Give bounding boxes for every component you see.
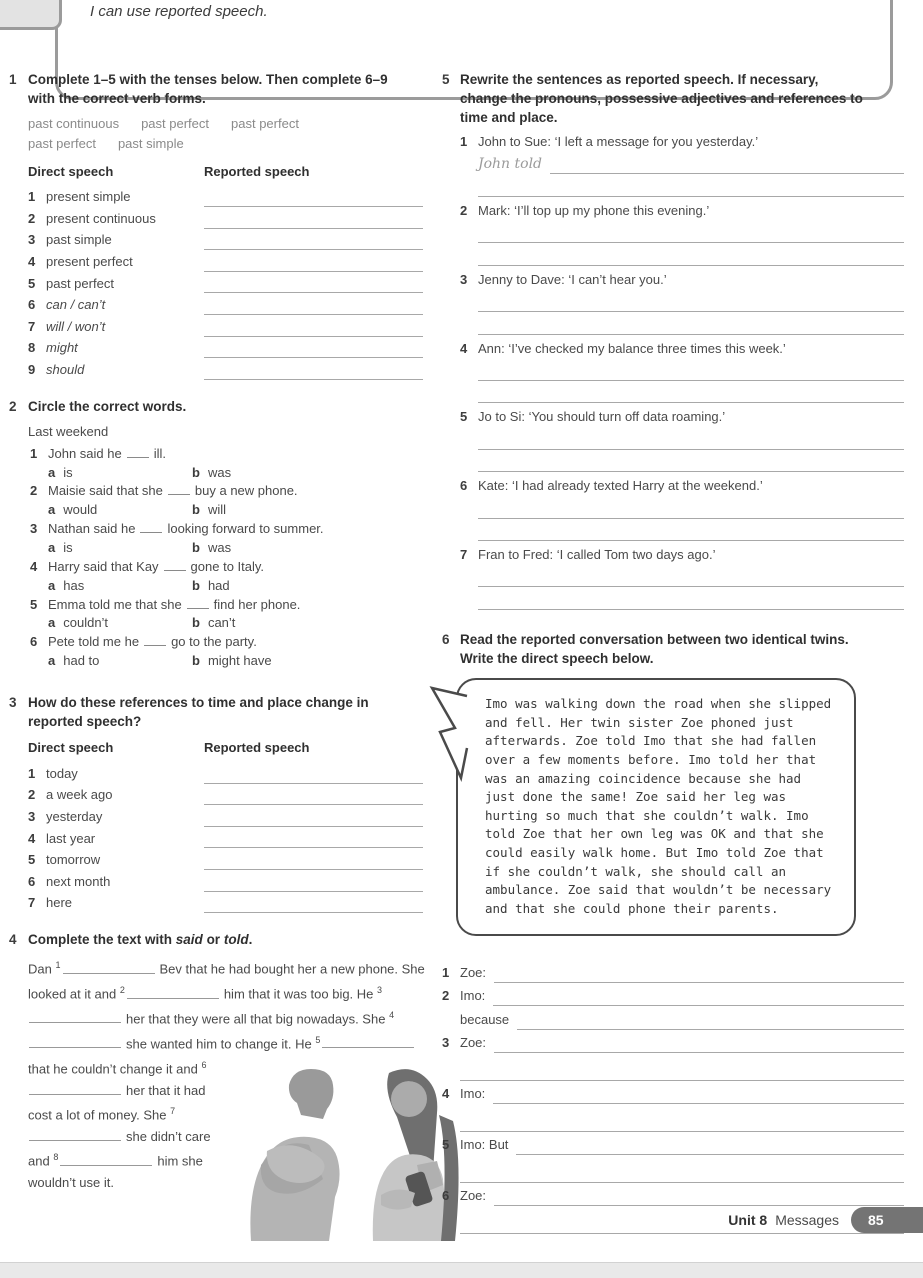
speaker-label: Zoe: xyxy=(460,965,487,981)
exercise-6 xyxy=(442,630,904,1234)
row-number: 6 xyxy=(28,297,36,313)
answer-blank[interactable] xyxy=(60,1152,152,1166)
item-number: 2 xyxy=(30,483,38,499)
table-header xyxy=(28,163,423,182)
direct-speech-header: Direct speech xyxy=(28,740,114,756)
answer-row-continued xyxy=(460,1007,904,1030)
row-number: 7 xyxy=(28,895,36,911)
speaker-label: Imo: xyxy=(460,1086,486,1102)
exercise-1-title: Complete 1–5 with the tenses below. Then complete 6–9 with the correct verb forms. xyxy=(28,72,388,107)
prompt-text: Ann: ‘I’ve checked my balance three times this week.’ xyxy=(478,340,786,356)
answer-blank[interactable] xyxy=(144,633,166,646)
item-number: 6 xyxy=(460,478,468,494)
row-number: 7 xyxy=(28,318,36,334)
speech-bubble xyxy=(456,678,856,936)
table-row xyxy=(28,762,423,784)
answer-line[interactable] xyxy=(493,989,904,1006)
item-number: 6 xyxy=(30,634,38,650)
table-row xyxy=(28,207,423,229)
answer-line[interactable] xyxy=(204,255,423,272)
time-place-table xyxy=(28,739,441,913)
blank-number: 4 xyxy=(389,1010,395,1021)
table-row xyxy=(28,827,423,849)
option-a[interactable]: a couldn’t xyxy=(48,615,109,631)
answer-line[interactable] xyxy=(204,341,423,358)
item-number: 2 xyxy=(460,202,468,218)
row-number: 1 xyxy=(28,765,36,781)
answer-line[interactable] xyxy=(478,381,904,404)
table-row xyxy=(28,315,423,337)
row-label: past perfect xyxy=(46,275,114,291)
answer-line[interactable] xyxy=(478,450,904,473)
row-label: yesterday xyxy=(46,809,103,824)
item-number: 1 xyxy=(442,965,450,981)
answer-line[interactable] xyxy=(204,212,423,229)
row-number: 6 xyxy=(28,873,36,889)
answer-line[interactable] xyxy=(478,290,904,313)
answer-row-continued xyxy=(460,1109,904,1132)
row-number: 3 xyxy=(28,232,36,248)
row-label: today xyxy=(46,765,78,781)
table-row xyxy=(28,892,423,914)
row-number: 5 xyxy=(28,852,36,868)
answer-line[interactable] xyxy=(204,767,423,784)
page-edge-strip xyxy=(0,1262,923,1278)
word-bank-item: past perfect xyxy=(141,116,210,132)
answer-row xyxy=(442,1081,904,1104)
answer-blank[interactable] xyxy=(63,960,155,974)
option-a[interactable]: a has xyxy=(48,577,85,593)
answer-blank[interactable] xyxy=(29,1127,121,1141)
row-label: tomorrow xyxy=(46,852,101,868)
exercise-number: 5 xyxy=(442,72,450,87)
answer-blank[interactable] xyxy=(29,1081,121,1095)
answer-line[interactable] xyxy=(494,966,904,983)
row-number: 1 xyxy=(28,189,36,205)
unit-title: Messages xyxy=(775,1211,839,1228)
table-row xyxy=(28,870,423,892)
item-number: 5 xyxy=(30,596,38,612)
answer-line[interactable] xyxy=(204,233,423,250)
answer-line[interactable] xyxy=(204,363,423,380)
table-row xyxy=(28,784,423,806)
answer-blank[interactable] xyxy=(140,520,162,533)
row-label: can / can’t xyxy=(46,297,106,313)
page-number-badge: 85 xyxy=(851,1207,923,1233)
answer-row xyxy=(442,1030,904,1053)
row-label: present perfect xyxy=(46,253,133,269)
blank-number: 3 xyxy=(377,985,383,996)
answer-blank[interactable] xyxy=(29,1009,121,1023)
handwritten-starter: John told xyxy=(478,156,543,173)
row-number: 2 xyxy=(28,210,36,226)
answer-blank[interactable] xyxy=(164,558,186,571)
option-b[interactable]: b can’t xyxy=(192,615,236,631)
answer-row-continued xyxy=(460,1058,904,1081)
row-number: 4 xyxy=(28,830,36,846)
direct-speech-header: Direct speech xyxy=(28,163,114,179)
rewrite-item xyxy=(460,271,904,335)
exercise-4-title: Complete the text with said or told. xyxy=(28,932,253,948)
answer-blank[interactable] xyxy=(187,596,209,609)
item-number: 2 xyxy=(442,988,450,1004)
answer-line[interactable] xyxy=(493,1087,904,1104)
answer-line[interactable] xyxy=(204,788,423,805)
speaker-label: Imo: But xyxy=(460,1137,509,1153)
answer-blank[interactable] xyxy=(127,985,219,999)
exercise-2-title: Circle the correct words. xyxy=(28,398,187,414)
answer-line[interactable] xyxy=(478,221,904,244)
question-text: Nathan said he looking forward to summer. xyxy=(48,521,324,537)
answer-line[interactable] xyxy=(478,587,904,610)
rewrite-item xyxy=(460,546,904,610)
row-label: present continuous xyxy=(46,210,156,226)
answer-line[interactable] xyxy=(478,496,904,519)
exercise-number: 1 xyxy=(9,72,17,87)
rewrite-item xyxy=(460,408,904,472)
word-bank-item: past continuous xyxy=(28,116,120,132)
answer-line[interactable] xyxy=(478,312,904,335)
question-text: Emma told me that she find her phone. xyxy=(48,596,301,612)
can-do-tab xyxy=(0,0,62,30)
exercise-number: 6 xyxy=(442,631,450,647)
answer-line[interactable] xyxy=(478,243,904,266)
exercise-5-title: Rewrite the sentences as reported speech. If necessary, change the pronouns, possessive adjectives and references to time and place. xyxy=(460,72,863,126)
answer-line[interactable] xyxy=(478,519,904,542)
table-row xyxy=(28,250,423,272)
right-column xyxy=(442,70,904,1234)
mc-item xyxy=(28,558,441,596)
answer-blank[interactable] xyxy=(127,445,149,458)
exercise-5 xyxy=(442,70,904,610)
answer-line[interactable] xyxy=(516,1138,904,1155)
row-number: 3 xyxy=(28,809,36,824)
row-number: 5 xyxy=(28,275,36,291)
answer-row xyxy=(442,1132,904,1155)
answer-line[interactable] xyxy=(460,1064,904,1081)
answer-line[interactable] xyxy=(494,1036,904,1053)
answer-line[interactable] xyxy=(204,875,423,892)
connector-label: because xyxy=(460,1012,510,1028)
answer-line[interactable] xyxy=(204,298,423,315)
question-text: Pete told me he go to the party. xyxy=(48,634,257,650)
item-number: 6 xyxy=(442,1188,450,1204)
table-row xyxy=(28,337,423,359)
prompt-text: Jo to Si: ‘You should turn off data roaming.’ xyxy=(478,409,726,425)
blank-number: 8 xyxy=(53,1152,59,1163)
tense-table xyxy=(28,163,441,380)
mc-item xyxy=(28,520,441,558)
item-number: 1 xyxy=(30,445,38,461)
option-b[interactable]: b will xyxy=(192,502,227,518)
row-label: here xyxy=(46,895,73,911)
mc-item xyxy=(28,482,441,520)
can-do-statement: I can use reported speech. xyxy=(90,3,268,20)
question-text: Maisie said that she buy a new phone. xyxy=(48,483,298,499)
mc-item xyxy=(28,445,441,483)
prompt-text: Mark: ‘I’ll top up my phone this evening.’ xyxy=(478,202,710,218)
gap-fill-text: Dan $^1$ Bev that he had bought her a new phone. She looked at it and $^2$ him that it was too big. He $^3$her that they were all that big nowadays. She $^4$she wanted him to change it. He $^5$that he couldn’t change it and $^6$her that it had cost a lot of money. She $^7$she didn’t care and $^8$ him she wouldn’t use it. xyxy=(28,955,441,1193)
row-number: 9 xyxy=(28,361,36,377)
mc-item xyxy=(28,633,441,671)
table-row xyxy=(28,805,423,827)
row-label: next month xyxy=(46,873,111,889)
answer-row xyxy=(442,1183,904,1206)
answer-line[interactable] xyxy=(460,1166,904,1183)
blank-number: 2 xyxy=(119,985,125,996)
row-label: present simple xyxy=(46,189,131,205)
item-number: 4 xyxy=(442,1086,450,1102)
answer-line[interactable] xyxy=(204,896,423,913)
table-header xyxy=(28,739,423,758)
word-bank-item: past simple xyxy=(117,136,184,152)
item-number: 4 xyxy=(30,558,38,574)
exercise-2 xyxy=(9,397,441,671)
prompt-text: John to Sue: ‘I left a message for you yesterday.’ xyxy=(478,134,759,150)
answer-line[interactable] xyxy=(494,1189,904,1206)
word-bank-item: past perfect xyxy=(231,116,299,132)
reported-speech-header: Reported speech xyxy=(204,163,310,179)
answer-line[interactable] xyxy=(478,427,904,450)
speech-bubble-tail-icon xyxy=(425,686,471,792)
answer-line[interactable] xyxy=(460,1115,904,1132)
answer-line[interactable] xyxy=(204,276,423,293)
row-label: a week ago xyxy=(46,787,113,803)
exercise-number: 2 xyxy=(9,398,17,414)
prompt-text: Jenny to Dave: ‘I can’t hear you.’ xyxy=(478,271,667,287)
answer-blank[interactable] xyxy=(29,1034,121,1048)
rewrite-item xyxy=(460,477,904,541)
unit-label: Unit 8 xyxy=(728,1211,768,1228)
table-row xyxy=(28,272,423,294)
answer-line[interactable] xyxy=(204,320,423,337)
item-number: 1 xyxy=(460,134,468,150)
answer-line[interactable] xyxy=(204,831,423,848)
option-a[interactable]: a is xyxy=(48,540,73,555)
page-footer xyxy=(728,1207,923,1233)
table-row xyxy=(28,229,423,251)
exercise-3-title: How do these references to time and place change in reported speech? xyxy=(28,694,369,730)
item-number: 7 xyxy=(460,547,468,563)
prompt-text: Fran to Fred: ‘I called Tom two days ago.’ xyxy=(478,547,716,563)
question-text: Harry said that Kay gone to Italy. xyxy=(48,558,265,574)
blank-number: 1 xyxy=(55,960,61,971)
exercise-6-title: Read the reported conversation between two identical twins. Write the direct speech below. xyxy=(460,631,849,667)
option-a[interactable]: a had to xyxy=(48,653,100,669)
option-b[interactable]: b had xyxy=(192,577,230,593)
question-text: John said he ill. xyxy=(48,445,167,461)
answer-line[interactable] xyxy=(204,810,423,827)
reported-conversation-text: Imo was walking down the road when she slipped and fell. Her twin sister Zoe phoned just afterwards. Zoe told Imo that she had fallen over a few moments before. Imo told her that was an amazing coincidence because she had just done the same! Zoe said her leg was hurting so much that she couldn’t walk. Imo told Zoe that her own leg was OK and that she could easily walk home. But Imo told Zoe that if she couldn’t walk, she should call an ambulance. Zoe said that wouldn’t be necessary and that she could phone their parents. xyxy=(485,696,832,916)
row-label: past simple xyxy=(46,232,112,248)
left-column xyxy=(9,70,441,1241)
reported-speech-header: Reported speech xyxy=(204,740,310,756)
answer-row xyxy=(442,960,904,983)
row-number: 2 xyxy=(28,787,36,803)
speaker-label: Zoe: xyxy=(460,1188,487,1204)
word-bank-item: past perfect xyxy=(28,136,96,152)
answer-line[interactable] xyxy=(478,358,904,381)
answer-row-continued xyxy=(460,1160,904,1183)
answer-line[interactable] xyxy=(478,174,904,197)
row-number: 8 xyxy=(28,340,36,356)
exercise-1 xyxy=(9,70,441,380)
table-row xyxy=(28,848,423,870)
mc-item xyxy=(28,596,441,634)
rewrite-item xyxy=(460,133,904,196)
rewrite-item xyxy=(460,340,904,404)
answer-line[interactable] xyxy=(478,565,904,588)
speaker-label: Imo: xyxy=(460,988,486,1004)
exercise-number: 3 xyxy=(9,694,17,710)
item-number: 3 xyxy=(460,271,468,287)
answer-row xyxy=(442,983,904,1006)
blank-number: 5 xyxy=(315,1034,321,1045)
table-row xyxy=(28,185,423,207)
answer-line[interactable] xyxy=(517,1013,904,1030)
option-a[interactable]: a would xyxy=(48,502,98,518)
answer-blank[interactable] xyxy=(322,1034,414,1048)
prompt-text: Kate: ‘I had already texted Harry at the weekend.’ xyxy=(478,478,763,494)
exercise-4 xyxy=(9,930,441,1193)
table-row xyxy=(28,358,423,380)
row-label: will / won’t xyxy=(46,318,106,334)
rewrite-item xyxy=(460,202,904,266)
speaker-label: Zoe: xyxy=(460,1035,487,1051)
option-b[interactable]: b might have xyxy=(192,653,272,669)
direct-speech-answers xyxy=(442,960,904,1234)
option-b[interactable]: b was xyxy=(192,464,232,480)
blank-number: 6 xyxy=(201,1059,207,1070)
row-number: 4 xyxy=(28,253,36,269)
item-number: 5 xyxy=(442,1137,450,1153)
exercise-number: 4 xyxy=(9,932,17,948)
item-number: 4 xyxy=(460,340,468,356)
answer-line[interactable] xyxy=(204,190,423,207)
context-label: Last weekend xyxy=(28,423,109,439)
row-label: last year xyxy=(46,830,96,846)
word-bank xyxy=(28,114,441,154)
item-number: 3 xyxy=(442,1035,450,1051)
item-number: 3 xyxy=(30,521,38,537)
answer-line[interactable] xyxy=(550,157,904,174)
answer-blank[interactable] xyxy=(168,482,190,495)
item-number: 5 xyxy=(460,409,468,425)
table-row xyxy=(28,293,423,315)
exercise-3 xyxy=(9,693,441,913)
option-b[interactable]: b was xyxy=(192,540,232,555)
answer-line[interactable] xyxy=(204,853,423,870)
option-a[interactable]: a is xyxy=(48,464,73,480)
blank-number: 7 xyxy=(170,1106,176,1117)
row-label: might xyxy=(46,340,78,356)
row-label: should xyxy=(46,361,85,377)
